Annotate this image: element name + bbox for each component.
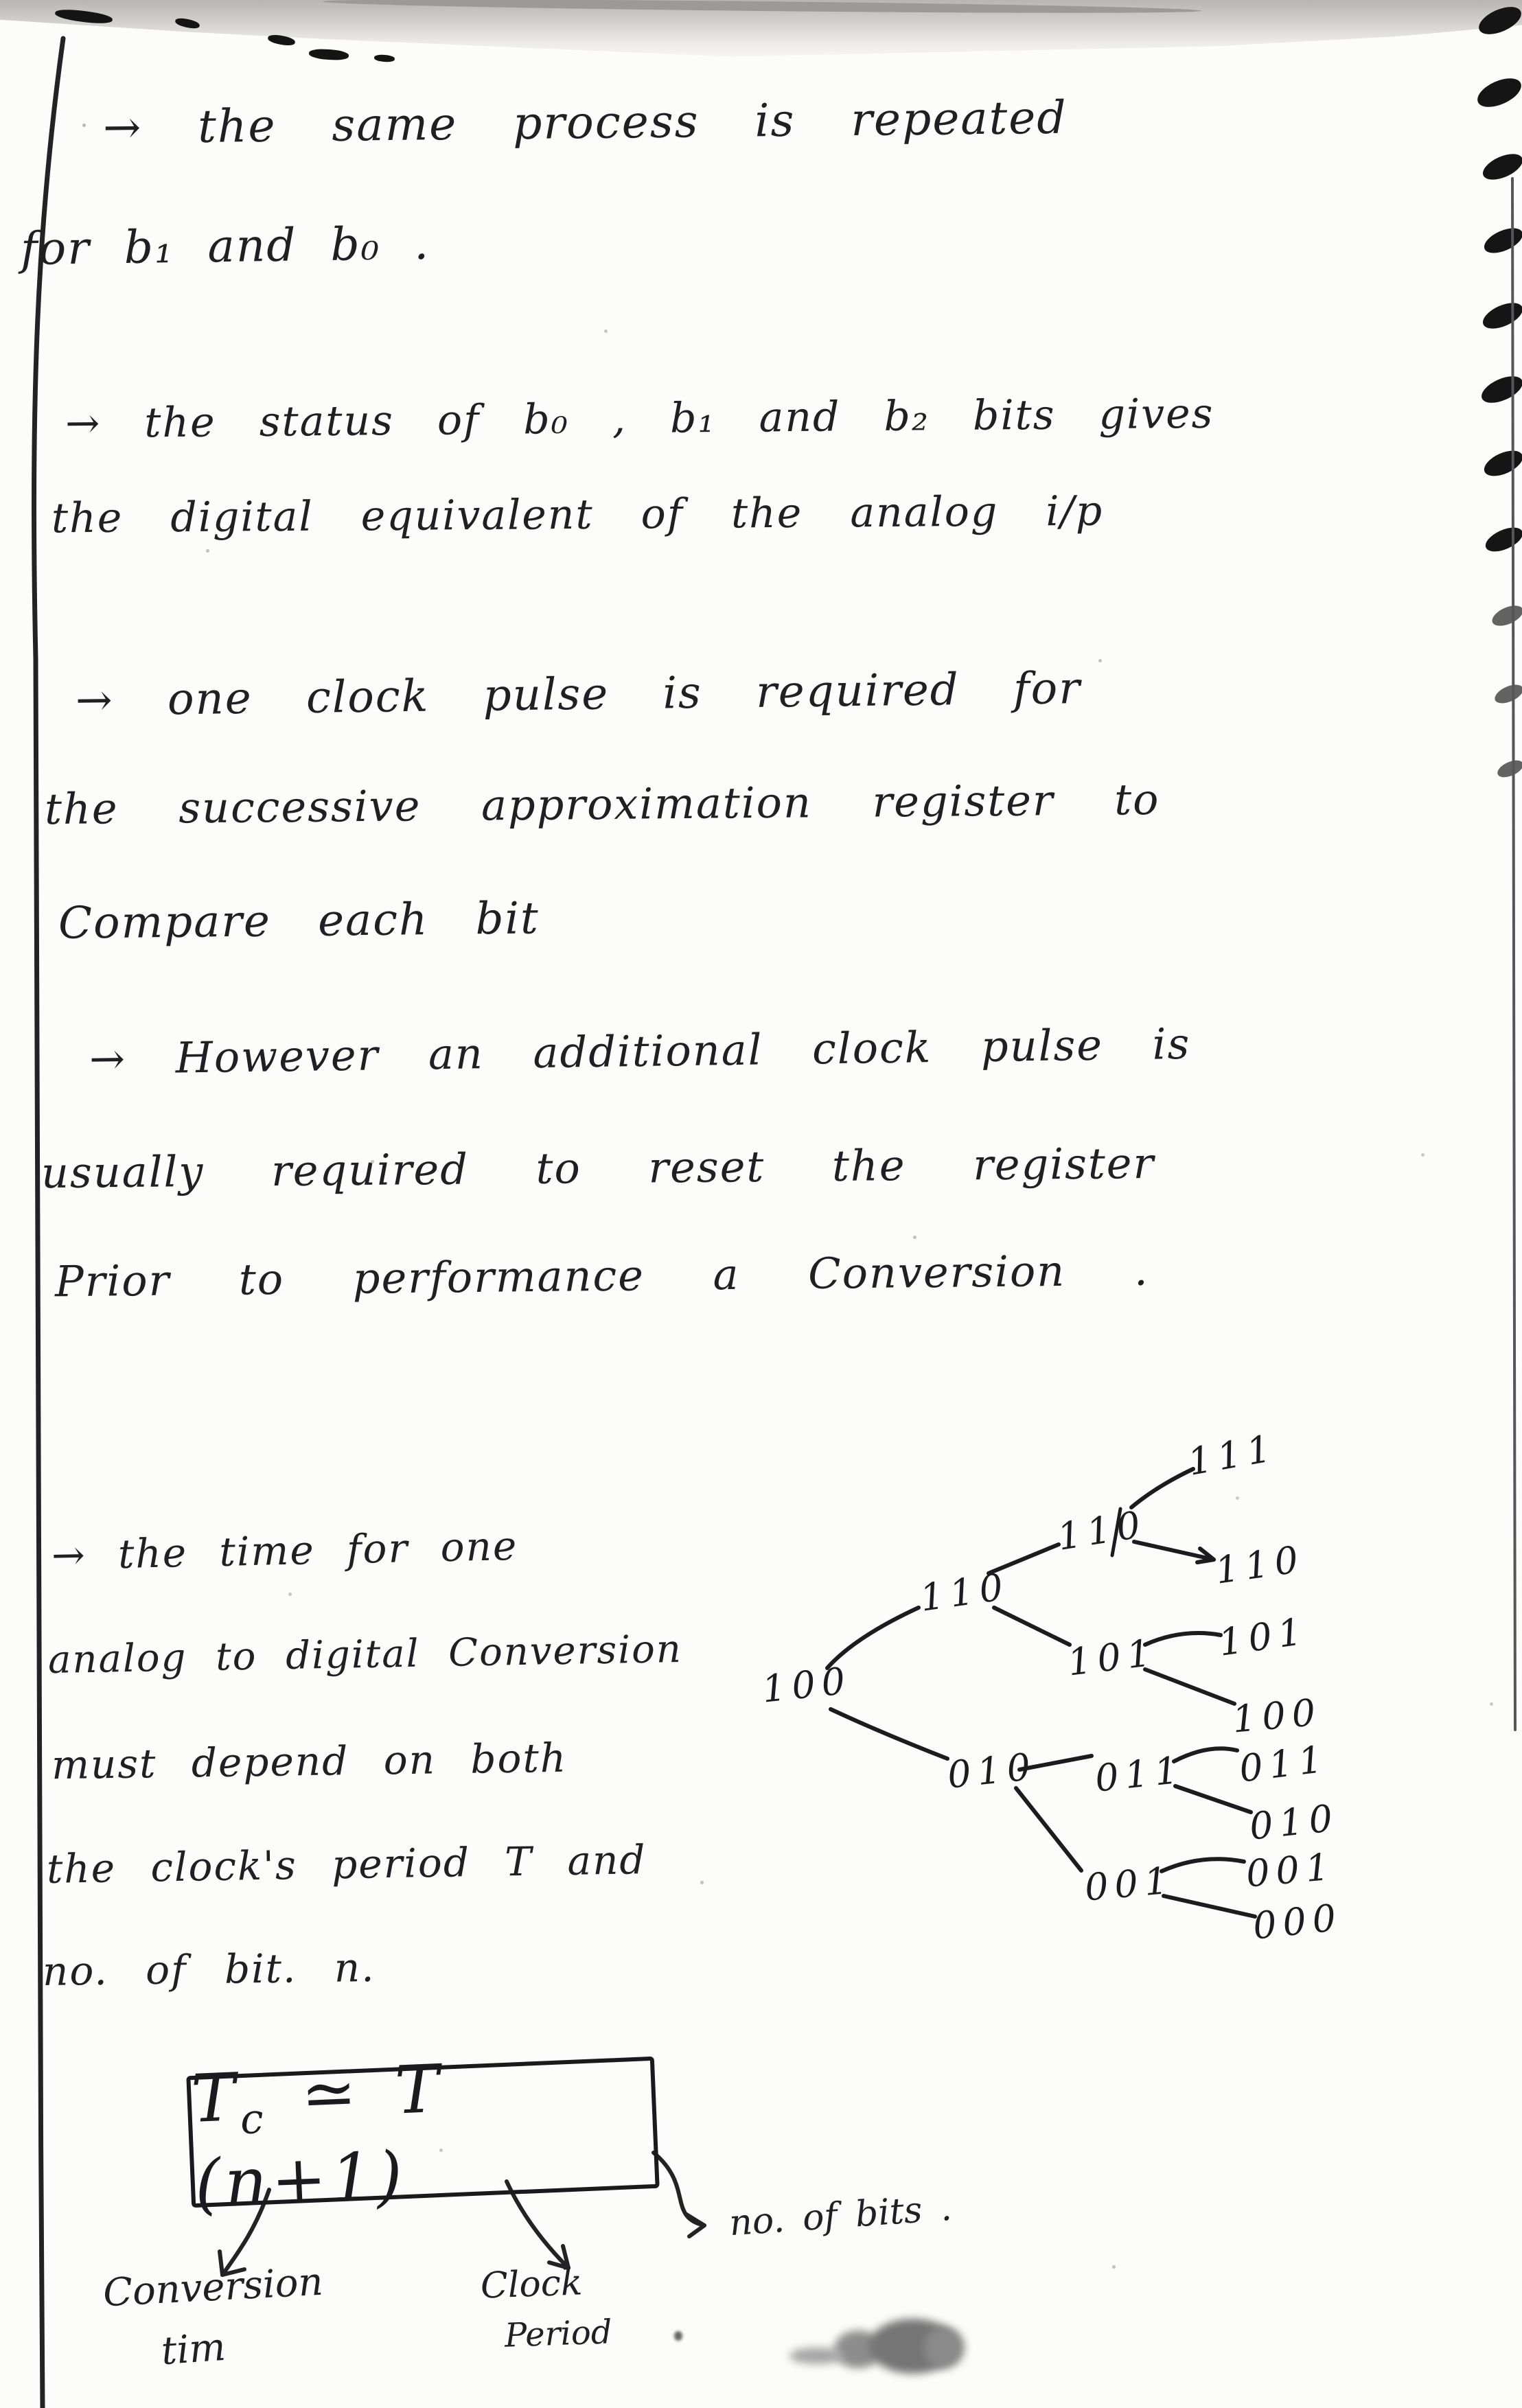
spiral-binding-hole — [1480, 445, 1522, 481]
tree-leaf: 001 — [1244, 1844, 1337, 1896]
formula-label-conversion-time: Conversion — [102, 2259, 325, 2316]
note-line: → one clock pulse is required for — [75, 663, 1082, 726]
note-line: the successive approximation register to — [44, 774, 1160, 835]
tree-leaf: 100 — [1230, 1690, 1324, 1741]
tree-leaf: 010 — [1247, 1796, 1341, 1849]
formula-box — [186, 2050, 659, 2223]
spiral-binding-hole — [1479, 298, 1522, 334]
spiral-binding-hole — [1492, 681, 1522, 707]
note-line: the clock's period T and — [46, 1836, 647, 1892]
spiral-binding-hole — [1489, 601, 1522, 629]
note-line: for b₁ and b₀ . — [20, 216, 430, 276]
tree-node-level2: 110 — [917, 1564, 1012, 1620]
spiral-binding-hole — [1482, 522, 1522, 556]
spiral-binding-hole — [1473, 73, 1522, 113]
tree-node-level3: 110 — [1054, 1502, 1150, 1559]
spiral-binding-hole — [1479, 149, 1522, 185]
tree-node-level3: 101 — [1065, 1630, 1160, 1685]
arrow-no-of-bits — [654, 2153, 704, 2225]
tree-node-level3: 011 — [1093, 1748, 1187, 1801]
ink-mark — [309, 48, 349, 61]
conversion-time-formula: $T_c$ ≃ T (n+1) — [189, 2050, 445, 2223]
note-line: Prior to performance a Conversion . — [54, 1244, 1149, 1307]
spiral-binding-hole — [1477, 371, 1522, 408]
note-line: → However an additional clock pulse is — [89, 1018, 1191, 1085]
spiral-binding-hole — [1481, 223, 1522, 258]
formula-label-no-of-bits: no. of bits . — [728, 2187, 954, 2245]
formula-label-conversion-time: tim — [159, 2324, 227, 2374]
ink-smudge — [789, 2348, 844, 2364]
tree-leaf: 011 — [1236, 1737, 1331, 1791]
tree-leaf: 101 — [1216, 1609, 1311, 1665]
tree-leaf: 110 — [1212, 1537, 1307, 1593]
left-margin-line — [34, 38, 63, 2408]
note-line: Compare each bit — [58, 893, 540, 949]
note-line: usually required to reset the register — [41, 1137, 1155, 1199]
tree-node-root: 100 — [760, 1658, 854, 1711]
tree-leaf: 000 — [1251, 1895, 1345, 1948]
note-line: the digital equivalent of the analog i/p — [51, 487, 1104, 543]
note-line: analog to digital Conversion — [47, 1626, 683, 1683]
paper-specks — [82, 124, 86, 127]
tree-leaf: 111 — [1184, 1426, 1280, 1484]
ink-smudge — [923, 2327, 965, 2368]
note-line: must depend on both — [51, 1734, 568, 1789]
note-line: → the status of b₀ , b₁ and b₂ bits gives — [65, 389, 1214, 448]
note-line: no. of bit. n. — [42, 1944, 376, 1995]
right-page-edge-line — [1512, 178, 1515, 1730]
spiral-binding-hole — [1495, 757, 1522, 781]
note-line: → the same process is repeated — [102, 91, 1068, 154]
note-line: → the time for one — [51, 1522, 518, 1579]
tree-node-level2: 010 — [945, 1744, 1039, 1797]
ink-dot — [674, 2331, 682, 2341]
ink-mark — [374, 54, 395, 62]
tree-node-level3: 001 — [1083, 1858, 1176, 1910]
formula-label-clock-period: Period — [504, 2313, 613, 2355]
formula-label-clock-period: Clock — [479, 2262, 584, 2307]
